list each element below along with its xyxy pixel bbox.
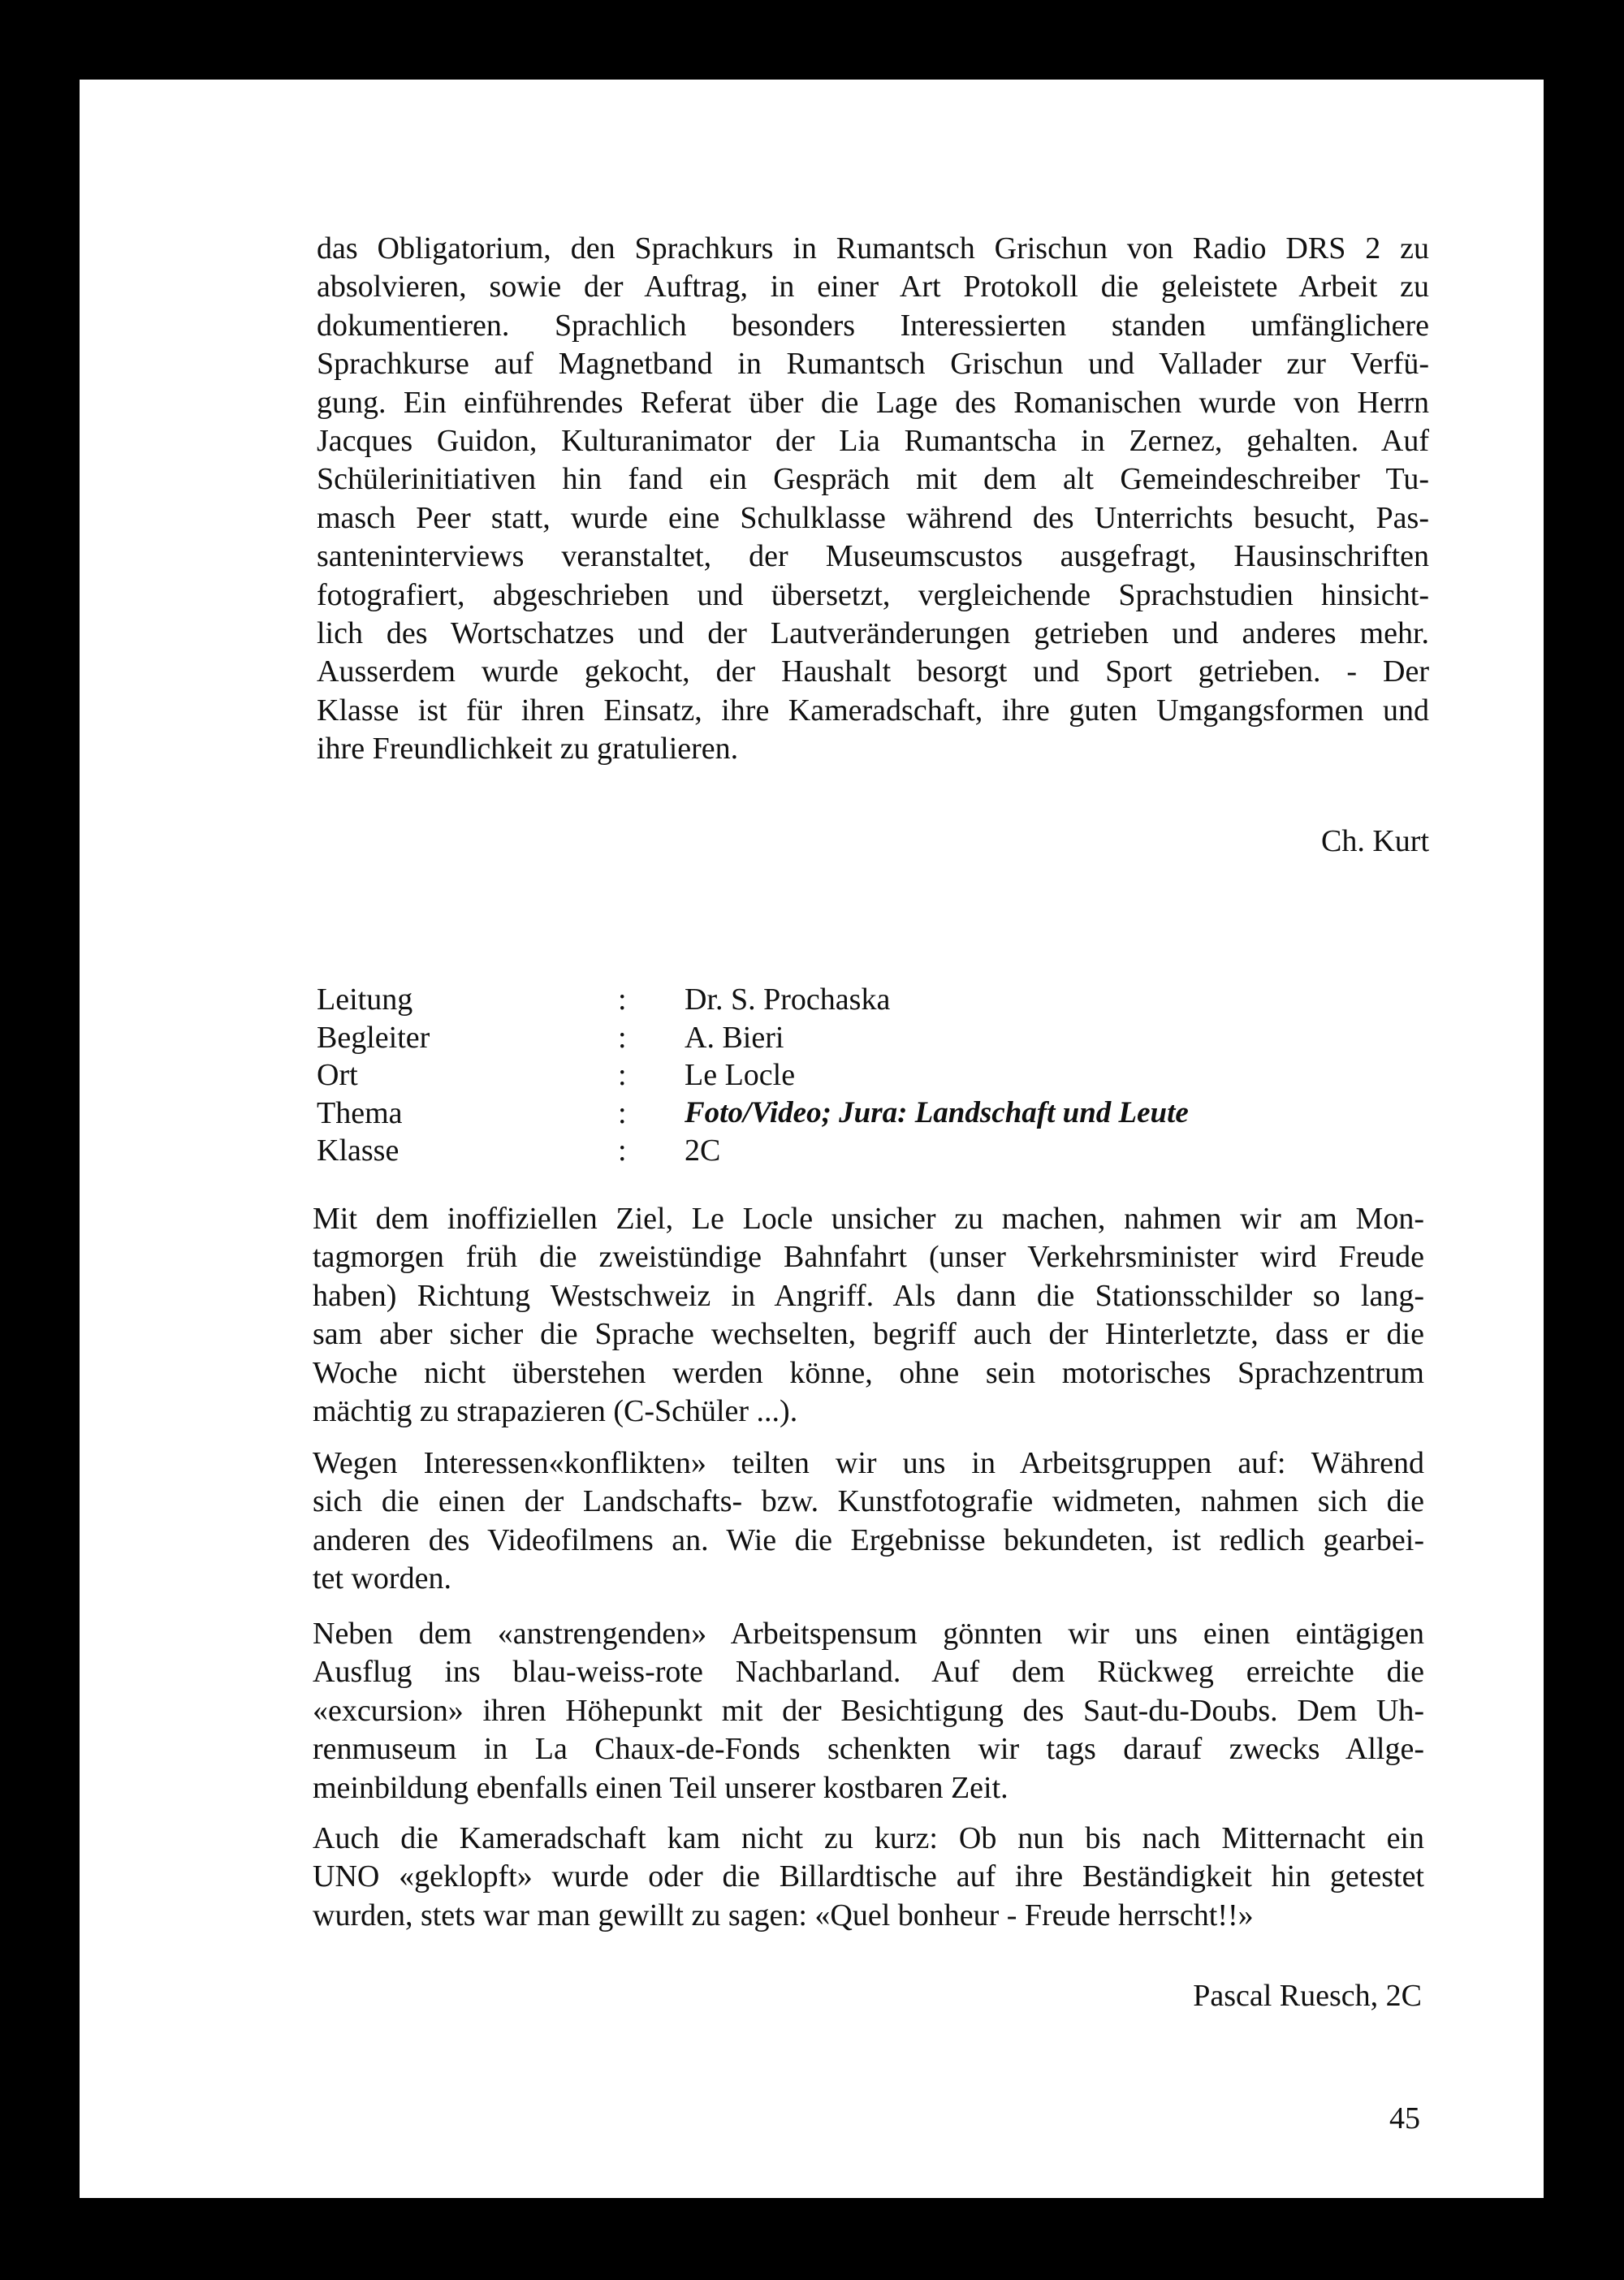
text-line: tet worden. (313, 1561, 451, 1596)
text-line: Klasse ist für ihren Einsatz, ihre Kameradschaft, ihre guten Umgangsformen und (317, 693, 1429, 728)
text-line: masch Peer statt, wurde eine Schulklasse während des Unterrichts besucht, Pas- (317, 500, 1429, 535)
text-line: fotografiert, abgeschrieben und übersetzt, vergleichende Sprachstudien hinsicht- (317, 577, 1429, 612)
info-label: Begleiter (317, 1020, 430, 1055)
info-value: Dr. S. Prochaska (685, 982, 891, 1017)
info-row-klasse (317, 1132, 1429, 1170)
info-value: 2C (685, 1134, 721, 1168)
report-paragraph (313, 1615, 1424, 1807)
text-line: haben) Richtung Westschweiz in Angriff. Als dann die Stationsschilder so lang- (313, 1278, 1424, 1313)
text-line: UNO «geklopft» wurde oder die Billardtische auf ihre Beständigkeit hin getestet (313, 1859, 1424, 1894)
text-line: Neben dem «anstrengenden» Arbeitspensum gönnten wir uns einen eintägigen (313, 1617, 1424, 1651)
info-row-thema (317, 1095, 1429, 1133)
text-line: Ausserdem wurde gekocht, der Haushalt besorgt und Sport getrieben. - Der (317, 654, 1429, 689)
info-row-ort (317, 1056, 1429, 1095)
info-sep: : (618, 1134, 627, 1168)
text-line: meinbildung ebenfalls einen Teil unserer kostbaren Zeit. (313, 1770, 1009, 1805)
text-line: absolvieren, sowie der Auftrag, in einer Art Protokoll die geleistete Arbeit zu (317, 270, 1429, 304)
info-sep: : (618, 982, 627, 1017)
text-line: gung. Ein einführendes Referat über die Lage des Romanischen wurde von Herrn (317, 385, 1429, 420)
text-line: mächtig zu strapazieren (C-Schüler ...). (313, 1393, 798, 1428)
info-label: Klasse (317, 1134, 400, 1168)
text-line: renmuseum in La Chaux-de-Fonds schenkten wir tags darauf zwecks Allge- (313, 1732, 1424, 1767)
page-number: 45 (1389, 2101, 1420, 2135)
text-line: Sprachkurse auf Magnetband in Rumantsch Grischun und Vallader zur Verfü- (317, 347, 1429, 382)
text-line: lich des Wortschatzes und der Lautveränderungen getrieben und anderes mehr. (317, 615, 1429, 650)
report-paragraph (313, 1444, 1424, 1599)
text-line: Auch die Kameradschaft kam nicht zu kurz: Ob nun bis nach Mitternacht ein (313, 1821, 1424, 1855)
text-line: Jacques Guidon, Kulturanimator der Lia Rumantscha in Zernez, gehalten. Auf (317, 423, 1429, 458)
text-line: Ausflug ins blau-weiss-rote Nachbarland. Auf dem Rückweg erreichte die (313, 1655, 1424, 1690)
text-line: anderen des Videofilmens an. Wie die Ergebnisse bekundeten, ist redlich gearbei- (313, 1522, 1424, 1557)
text-line: santeninterviews veranstaltet, der Museumscustos ausgefragt, Hausinschriften (317, 539, 1429, 574)
info-table (317, 981, 1429, 1170)
info-label: Leitung (317, 982, 413, 1017)
report-signature: Pascal Ruesch, 2C (1193, 1979, 1422, 2013)
text-line: Mit dem inoffiziellen Ziel, Le Locle unsicher zu machen, nahmen wir am Mon- (313, 1202, 1424, 1236)
text-line: tagmorgen früh die zweistündige Bahnfahrt (unser Verkehrsminister wird Freude (313, 1240, 1424, 1275)
info-value: Foto/Video; Jura: Landschaft und Leute (685, 1095, 1189, 1129)
text-line: sam aber sicher die Sprache wechselten, begriff auch der Hinterletzte, dass er die (313, 1317, 1424, 1352)
info-row-begleiter (317, 1019, 1429, 1057)
info-value: A. Bieri (685, 1020, 784, 1055)
text-line: «excursion» ihren Höhepunkt mit der Besichtigung des Saut-du-Doubs. Dem Uh- (313, 1693, 1424, 1728)
info-row-leitung (317, 981, 1429, 1019)
text-line: Schülerinitiativen hin fand ein Gespräch mit dem alt Gemeindeschreiber Tu- (317, 462, 1429, 497)
text-line: Woche nicht überstehen werden könne, ohne sein motorisches Sprachzentrum (313, 1355, 1424, 1390)
text-line: sich die einen der Landschafts- bzw. Kunstfotografie widmeten, nahmen sich die (313, 1484, 1424, 1519)
info-value: Le Locle (685, 1058, 796, 1092)
report-paragraph (313, 1200, 1424, 1431)
intro-paragraph (317, 230, 1429, 768)
text-line: dokumentieren. Sprachlich besonders Interessierten standen umfänglichere (317, 308, 1429, 343)
report-paragraph (313, 1820, 1424, 1935)
info-label: Ort (317, 1058, 358, 1092)
info-sep: : (618, 1095, 627, 1130)
text-line: wurden, stets war man gewillt zu sagen: «Quel bonheur - Freude herrscht!!» (313, 1898, 1254, 1932)
info-sep: : (618, 1020, 627, 1055)
info-sep: : (618, 1058, 627, 1092)
info-label: Thema (317, 1095, 403, 1130)
intro-signature: Ch. Kurt (1321, 824, 1429, 858)
text-line: Wegen Interessen«konflikten» teilten wir uns in Arbeitsgruppen auf: Während (313, 1446, 1424, 1480)
text-line: ihre Freundlichkeit zu gratulieren. (317, 732, 739, 766)
text-line: das Obligatorium, den Sprachkurs in Rumantsch Grischun von Radio DRS 2 zu (317, 231, 1429, 266)
